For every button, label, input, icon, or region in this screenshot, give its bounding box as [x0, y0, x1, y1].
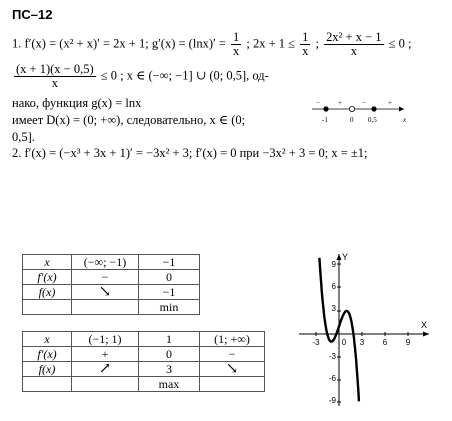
point-label: -1	[322, 116, 328, 124]
table-row	[23, 255, 200, 270]
x-axis-label: X	[421, 320, 428, 330]
table-row	[23, 300, 200, 315]
table-row	[23, 377, 265, 392]
x-tick-label: 3	[359, 338, 365, 347]
sign: −	[316, 99, 320, 107]
denominator: x	[350, 44, 357, 58]
number-line-arrow-icon	[399, 107, 404, 112]
origin-label: 0	[341, 338, 347, 347]
denominator: x	[51, 76, 58, 90]
point-open	[349, 106, 354, 111]
y-tick-label: 6	[331, 282, 336, 291]
table-row	[23, 347, 265, 362]
point-label: 0,5	[368, 116, 377, 124]
numerator: 1	[233, 30, 240, 44]
solution-line-6: 2. f′(x) = (−x³ + 3x + 1)′ = −3x² + 3; f′(x) = 0 при −3x² + 3 = 0; x = ±1;	[12, 146, 368, 160]
text: ;	[315, 36, 320, 51]
increasing-arrow-icon: ↗	[72, 362, 139, 377]
x-tick-label: 6	[382, 338, 388, 347]
sign: +	[338, 99, 342, 107]
y-tick-label: -3	[328, 352, 336, 361]
text: ≤ 0 ;	[388, 36, 412, 51]
numerator: (x + 1)(x − 0,5)	[16, 62, 94, 76]
table-cell: max	[139, 377, 200, 392]
y-tick-label: 3	[331, 304, 336, 313]
numerator: 1	[302, 30, 309, 44]
table-row	[23, 285, 200, 300]
point-filled	[371, 106, 376, 111]
table-cell: 0	[139, 347, 200, 362]
monotonicity-table-1	[22, 254, 200, 315]
table-cell: min	[139, 300, 200, 315]
table-cell: f(x)	[23, 362, 72, 377]
fraction	[300, 31, 310, 58]
x-axis-arrow-icon	[423, 332, 429, 337]
point-label: 0	[350, 116, 354, 124]
fraction	[324, 31, 383, 58]
denominator: x	[302, 44, 309, 58]
table-cell	[23, 377, 72, 392]
table-row	[23, 332, 265, 347]
x-tick-label: 9	[405, 338, 411, 347]
text: 1. f′(x) = (x² + x)′ = 2x + 1; g′(x) = (lnx)′ =	[12, 36, 226, 51]
text: ; 2x + 1 ≤	[246, 36, 296, 51]
table-cell	[23, 300, 72, 315]
sign: −	[362, 99, 366, 107]
table-cell: +	[72, 347, 139, 362]
solution-line-3: нако, функция g(x) = lnx	[12, 96, 142, 110]
table-cell: f′(x)	[23, 347, 72, 362]
table-cell: x	[23, 332, 72, 347]
numerator: 2x² + x − 1	[326, 30, 382, 44]
text: ≤ 0 ; x ∈ (−∞; −1] ∪ (0; 0,5], од-	[100, 68, 269, 83]
table-cell: 1	[139, 332, 200, 347]
table-cell: −1	[139, 255, 200, 270]
table-cell: f(x)	[23, 285, 72, 300]
table-cell: −	[72, 270, 139, 285]
y-tick-label: 9	[331, 260, 336, 269]
table-cell: (1; +∞)	[200, 332, 265, 347]
table-cell: (−∞; −1)	[72, 255, 139, 270]
sign: +	[388, 99, 392, 107]
solution-line-1	[12, 31, 411, 58]
table-cell: −	[200, 347, 265, 362]
x-tick-label: -3	[312, 338, 320, 347]
y-axis-label: Y	[342, 252, 349, 262]
y-tick-label: -6	[328, 374, 336, 383]
axis-label: x	[403, 116, 407, 124]
table-cell	[72, 300, 139, 315]
solution-line-5: 0,5].	[12, 130, 35, 144]
function-graph	[297, 250, 433, 410]
table-cell	[200, 377, 265, 392]
table-cell: x	[23, 255, 72, 270]
solution-line-4: имеет D(x) = (0; +∞), следовательно, x ∈ (0;	[12, 113, 246, 127]
table-cell: 3	[139, 362, 200, 377]
number-line	[310, 98, 410, 126]
table-cell: (−1; 1)	[72, 332, 139, 347]
table-cell: −1	[139, 285, 200, 300]
table-row	[23, 270, 200, 285]
decreasing-arrow-icon: ↘	[200, 362, 265, 377]
y-axis-arrow-icon	[337, 254, 342, 260]
table-cell: 0	[139, 270, 200, 285]
point-filled	[323, 106, 328, 111]
table-cell	[72, 377, 139, 392]
denominator: x	[233, 44, 240, 58]
page-title: ПС–12	[12, 7, 53, 22]
table-cell: f′(x)	[23, 270, 72, 285]
fraction	[231, 31, 241, 58]
solution-line-2	[12, 63, 269, 90]
y-tick-label: -9	[328, 396, 336, 405]
table-row	[23, 362, 265, 377]
decreasing-arrow-icon: ↘	[72, 285, 139, 300]
monotonicity-table-2	[22, 331, 265, 392]
fraction	[14, 63, 96, 90]
